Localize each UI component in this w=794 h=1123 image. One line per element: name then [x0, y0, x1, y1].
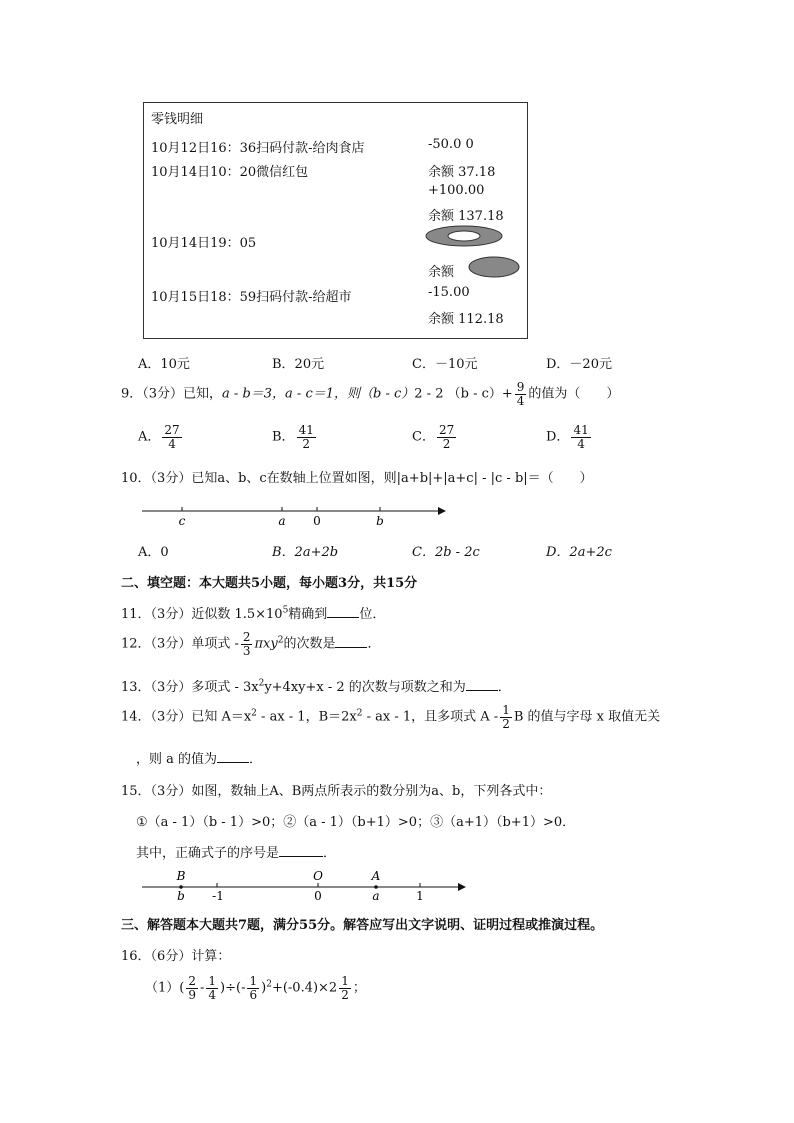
question-9: 9．（3分）已知，a - b＝3，a - c＝1，则（b - c）2 - 2 （b - c）+ $\frac{9}{4}$ 的值为（ ） — [121, 380, 620, 408]
question-10: 10．（3分）已知a、b、c在数轴上位置如图，则|a+b|+|a+c| - |c - b|＝（ ） — [121, 471, 593, 486]
question-15: 15．（3分）如图，数轴上A、B两点所表示的数分别为a、b，下列各式中： — [121, 784, 552, 799]
box-row-text: 10月12日16：36扫码付款-给肉食店 — [151, 141, 365, 156]
axis-label-b: b — [376, 514, 384, 528]
axis-value-b: b — [177, 889, 185, 903]
point-b-label: B — [176, 869, 186, 883]
q8-option-d: D．－20元 — [546, 357, 612, 372]
box-row-value: 余额 112.18 — [428, 312, 504, 327]
box-row-value: 余额 37.18 — [428, 165, 496, 180]
axis-value-zero: 0 — [314, 889, 322, 903]
axis-value-one: 1 — [416, 889, 424, 903]
fraction: $\frac{9}{4}$ — [516, 380, 525, 408]
q8-option-c: C．－10元 — [412, 357, 478, 372]
question-13: 13．（3分）多项式 - $3x^2y+4xy+x - 2$ 的次数与项数之和为 ． — [121, 678, 511, 695]
box-row-value: -50.0 0 — [428, 137, 474, 152]
hidden-amount-icon — [420, 222, 530, 282]
q9-option-c: C． $\frac{27}{2}$ — [412, 423, 455, 451]
q9-option-d: D． $\frac{41}{4}$ — [546, 423, 589, 451]
number-line-q10 — [140, 500, 450, 530]
question-15-prompt: 其中，正确式子的序号是 ． — [136, 846, 337, 861]
box-row-text: 10月14日10：20微信红包 — [151, 165, 309, 180]
axis-value-a: a — [372, 889, 380, 903]
axis-label-c: c — [178, 514, 186, 528]
q8-option-b: B．20元 — [272, 357, 325, 372]
axis-label-a: a — [278, 514, 286, 528]
question-16: 16．（6分）计算： — [121, 949, 231, 964]
answer-blank — [217, 750, 249, 763]
box-row-text: 10月15日18：59扫码付款-给超市 — [151, 290, 352, 305]
q9-option-a: A． $\frac{27}{4}$ — [138, 423, 180, 451]
question-16-part-1: （1）( $\frac{2}{9}$ - $\frac{1}{4}$ )÷(- $\frac{1}{6}$ )$^2$+(-0.4)×2 $\frac{1}{2}$ ； — [145, 974, 366, 1002]
number-line-q15 — [140, 868, 470, 904]
box-title: 零钱明细 — [151, 112, 204, 127]
answer-blank — [335, 635, 367, 648]
q8-option-a: A．10元 — [138, 357, 190, 372]
question-12: 12．（3分）单项式 - $\frac{2}{3}$ πxy$^2$的次数是 ． — [121, 630, 381, 658]
box-row-text: 10月14日19：05 — [151, 236, 257, 251]
answer-blank — [327, 605, 359, 618]
section-3-heading: 三、解答题本大题共7题，满分55分。解答应写出文字说明、证明过程或推演过程。 — [121, 918, 604, 933]
question-14-line-2: ，则 a 的值为 ． — [136, 752, 263, 767]
q10-option-c: C．2b - 2c — [412, 545, 480, 560]
box-row-value: 余额 137.18 — [428, 209, 504, 224]
q9-option-b: B． $\frac{41}{2}$ — [272, 423, 314, 451]
answer-blank — [466, 678, 498, 691]
answer-blank — [279, 844, 323, 857]
q10-option-a: A．0 — [138, 545, 169, 560]
box-row-value: 余额 — [428, 265, 455, 280]
q10-option-d: D．2a+2c — [546, 545, 612, 560]
q10-option-b: B．2a+2b — [272, 545, 339, 560]
box-row-value: +100.00 — [428, 183, 485, 198]
question-11: 11．（3分）近似数 $1.5\times 10^5$精确到 位． — [121, 605, 386, 622]
section-2-heading: 二、填空题：本大题共5小题，每小题3分，共15分 — [121, 576, 418, 591]
box-row-value: -15.00 — [428, 285, 470, 300]
question-14: 14．（3分）已知 $A=x^2$ - ax - 1，$B=2x^2$ - ax - 1，且多项式 A - $\frac{1}{2}$ B 的值与字母 x 取值无关 — [121, 703, 661, 731]
axis-value-neg1: -1 — [212, 889, 224, 903]
point-a-label: A — [371, 869, 381, 883]
question-15-conditions: ①（a - 1）（b - 1）>0；②（a - 1）（b+1）>0；③（a+1）（b+1）>0． — [136, 815, 576, 830]
axis-label-zero: 0 — [313, 514, 321, 528]
origin-label: O — [313, 869, 323, 883]
